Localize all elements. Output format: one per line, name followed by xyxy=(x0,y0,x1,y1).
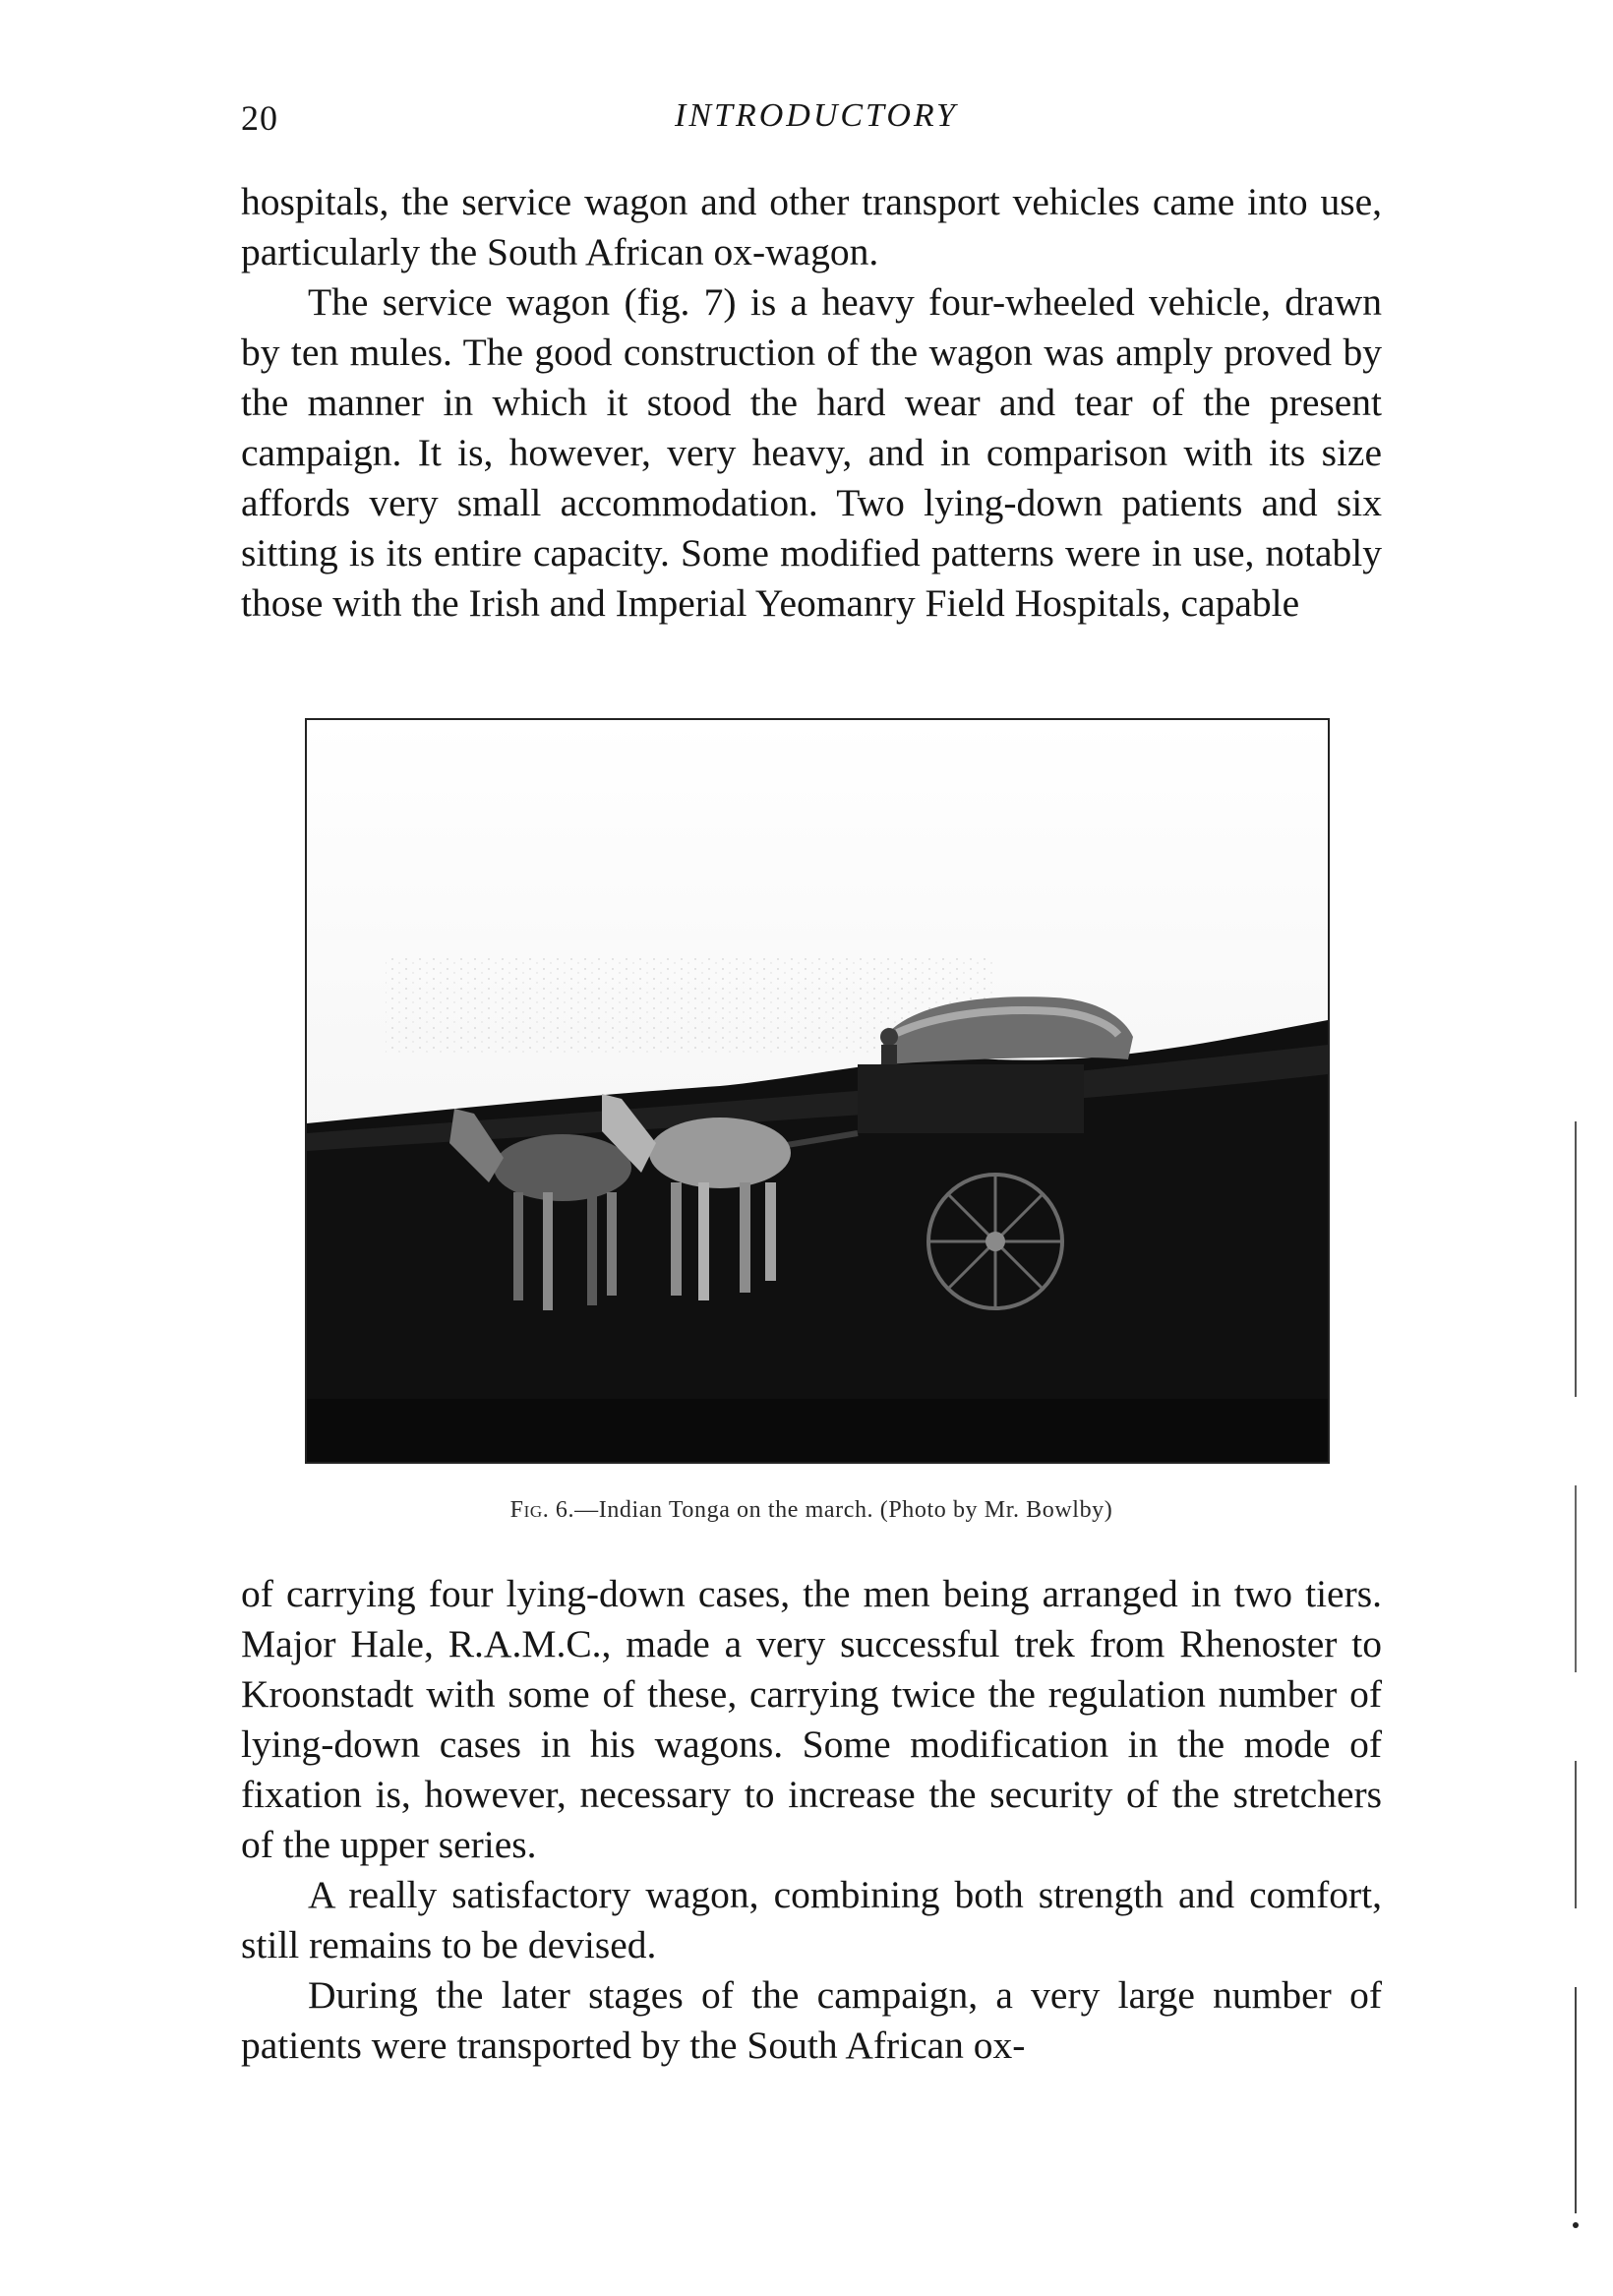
paragraph: A really satisfactory wagon, combining both strength and comfort, still remains to be devised. xyxy=(241,1873,1382,1966)
body-text-top xyxy=(241,177,1382,629)
scan-edge-marks xyxy=(1554,0,1613,2296)
running-head-title: INTRODUCTORY xyxy=(675,97,958,134)
body-text-bottom xyxy=(241,1569,1382,2071)
figure-photograph xyxy=(305,718,1330,1464)
figure-caption-text: —Indian Tonga on the march. (Photo by Mr. Bowlby) xyxy=(574,1497,1113,1523)
photo-indian-tonga xyxy=(307,720,1328,1462)
paragraph: hospitals, the service wagon and other transport vehicles came into use, particularly the South African ox-wagon. xyxy=(241,180,1382,273)
paragraph: During the later stages of the campaign, a very large number of patients were transported by the South African ox- xyxy=(241,1973,1382,2067)
running-head xyxy=(241,93,1392,152)
cart-body xyxy=(858,1064,1084,1133)
paragraph: The service wagon (fig. 7) is a heavy four-wheeled vehicle, drawn by ten mules. The good construction of the wagon was amply proved by the manner in which it stood the hard wear and tear of the present campaign. It is, however, very heavy, and in comparison with its size affords very small accommodation. Two lying-down patients and six sitting is its entire capacity. Some modified patterns were in use, notably those with the Irish and Imperial Yeomanry Field Hospitals, capable xyxy=(241,280,1382,625)
cart-wheel xyxy=(928,1175,1062,1308)
driver-figure xyxy=(880,1028,898,1046)
paragraph: of carrying four lying-down cases, the men being arranged in two tiers. Major Hale, R.A.M.C., made a very successful trek from Rhenoster to Kroonstadt with some of these, carrying twice the regulation number of lying-down cases in his wagons. Some modification in the mode of fixation is, however, necessary to increase the security of the stretchers of the upper series. xyxy=(241,1572,1382,1866)
figure-label: Fig. 6. xyxy=(509,1497,575,1523)
figure-caption xyxy=(241,1497,1382,1524)
page-number: 20 xyxy=(241,98,278,138)
